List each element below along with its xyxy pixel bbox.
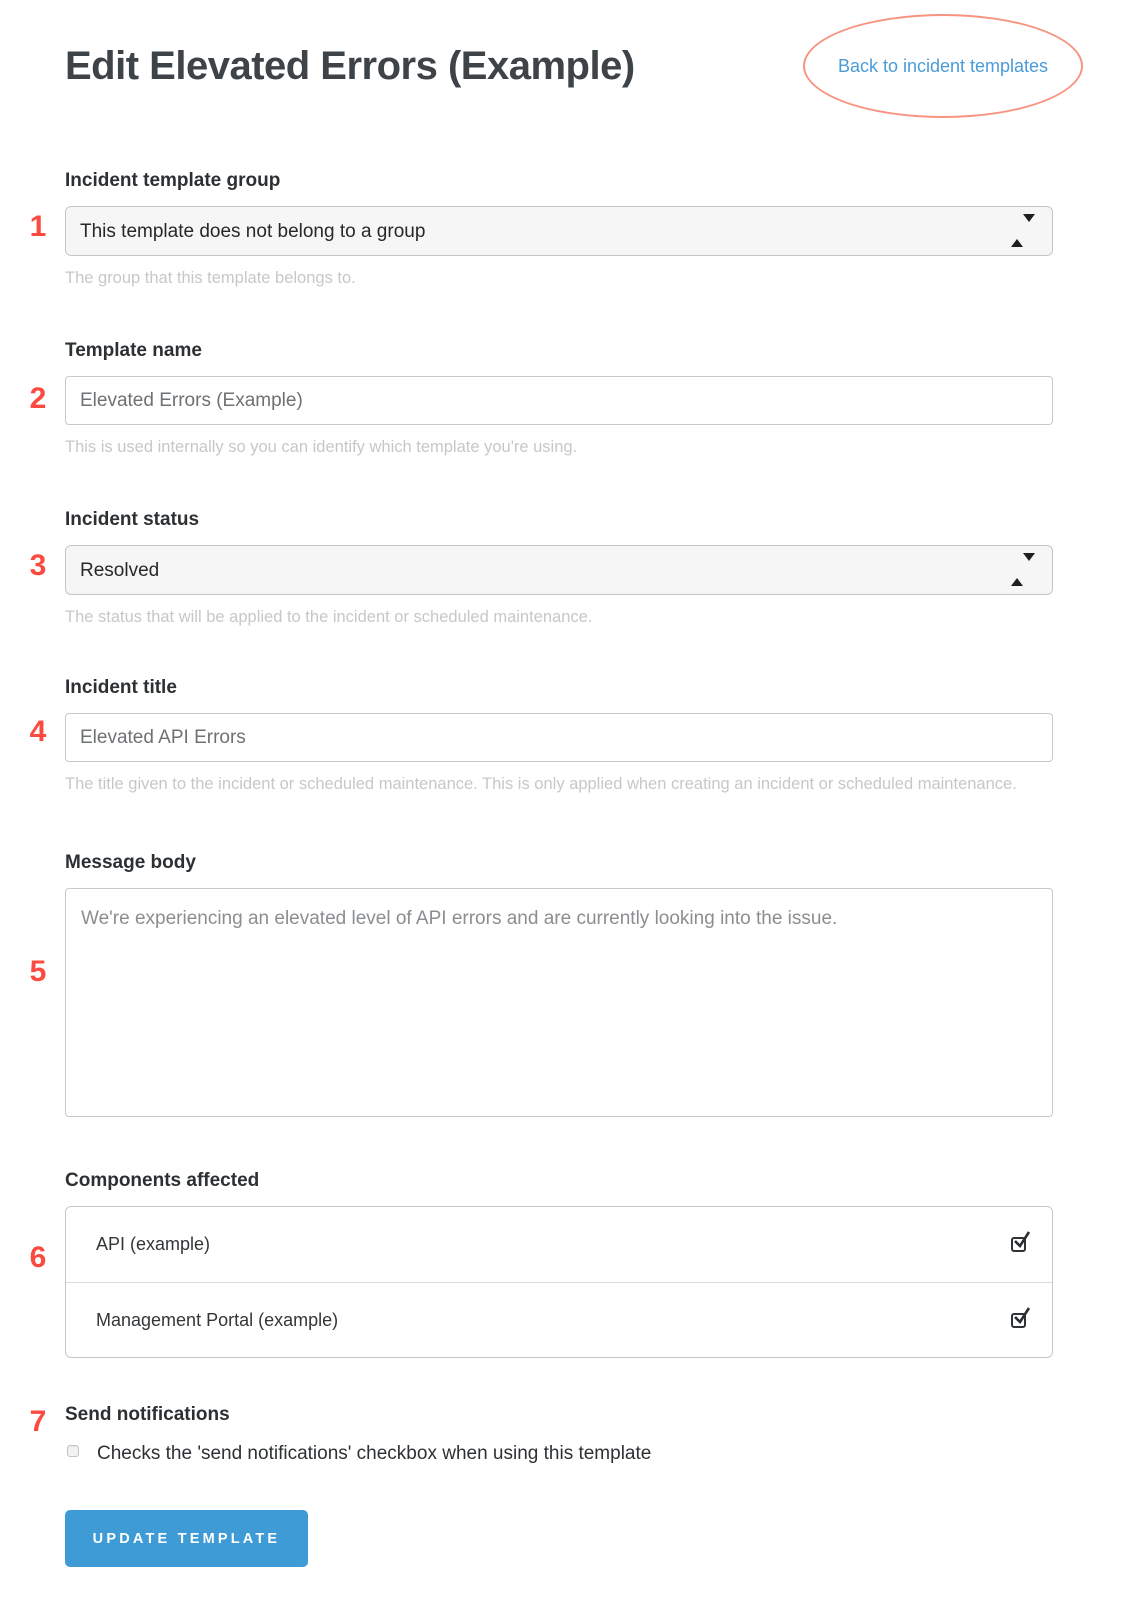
components-list bbox=[65, 1206, 1053, 1358]
template-name-field bbox=[29, 340, 1053, 457]
empty-checkbox-icon[interactable] bbox=[67, 1445, 79, 1457]
template-name-label: Template name bbox=[65, 340, 202, 361]
page-header bbox=[65, 42, 1053, 90]
annotation-number-3: 3 bbox=[29, 549, 47, 582]
send-notifications-field bbox=[29, 1404, 1053, 1466]
send-notifications-checkbox-row[interactable] bbox=[65, 1442, 1053, 1466]
back-to-incident-templates-link[interactable]: Back to incident templates bbox=[837, 55, 1049, 76]
send-notifications-checkbox-label: Checks the 'send notifications' checkbox when using this template bbox=[97, 1443, 652, 1464]
checked-checkbox-icon[interactable] bbox=[1011, 1313, 1026, 1328]
page-title: Edit Elevated Errors (Example) bbox=[65, 44, 635, 88]
component-name: Management Portal (example) bbox=[96, 1309, 339, 1330]
incident-title-help: The title given to the incident or scheduled maintenance. This is only applied when creating an incident or scheduled maintenance. bbox=[65, 775, 1017, 793]
component-row-api[interactable] bbox=[66, 1207, 1052, 1282]
send-notifications-label: Send notifications bbox=[65, 1404, 230, 1425]
message-body-field bbox=[29, 852, 1053, 1122]
incident-template-group-select[interactable] bbox=[65, 206, 1053, 256]
incident-title-field bbox=[29, 677, 1053, 794]
incident-template-group-label: Incident template group bbox=[65, 170, 281, 191]
checked-checkbox-icon[interactable] bbox=[1011, 1237, 1026, 1252]
incident-status-label: Incident status bbox=[65, 509, 200, 530]
component-row-management-portal[interactable] bbox=[66, 1282, 1052, 1357]
components-affected-field bbox=[29, 1170, 1053, 1358]
component-name: API (example) bbox=[96, 1234, 211, 1254]
incident-title-input[interactable] bbox=[65, 713, 1053, 762]
message-body-textarea[interactable] bbox=[65, 888, 1053, 1117]
annotation-ellipse bbox=[803, 14, 1083, 118]
annotation-number-7: 7 bbox=[29, 1405, 47, 1438]
update-template-button[interactable]: UPDATE TEMPLATE bbox=[65, 1510, 308, 1567]
annotation-number-6: 6 bbox=[29, 1241, 47, 1274]
incident-template-group-select-wrap bbox=[65, 206, 1053, 256]
incident-status-help: The status that will be applied to the incident or scheduled maintenance. bbox=[65, 608, 593, 626]
components-affected-label: Components affected bbox=[65, 1170, 260, 1191]
annotation-number-4: 4 bbox=[29, 715, 47, 748]
annotation-number-1: 1 bbox=[29, 210, 47, 243]
incident-status-select[interactable] bbox=[65, 545, 1053, 595]
template-name-help: This is used internally so you can identify which template you're using. bbox=[65, 438, 578, 456]
template-name-input[interactable] bbox=[65, 376, 1053, 425]
incident-template-group-field bbox=[29, 170, 1053, 288]
annotation-number-2: 2 bbox=[29, 382, 47, 415]
message-body-label: Message body bbox=[65, 852, 196, 873]
incident-status-field bbox=[29, 509, 1053, 627]
incident-title-label: Incident title bbox=[65, 677, 177, 698]
annotation-number-5: 5 bbox=[29, 955, 47, 988]
incident-status-select-wrap bbox=[65, 545, 1053, 595]
incident-template-group-help: The group that this template belongs to. bbox=[65, 269, 356, 287]
